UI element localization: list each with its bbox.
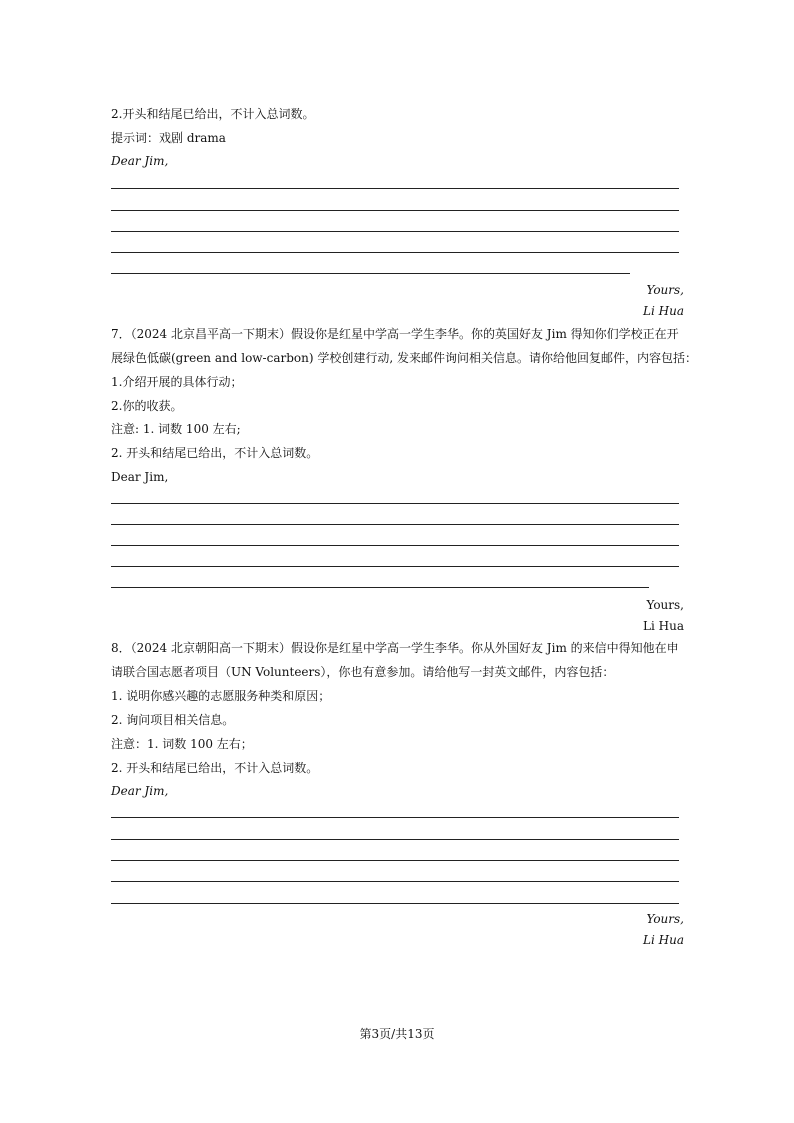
question-prompt: 8．（2024 北京朝阳高一下期末）假设你是红星中学高一学生李华。你从外国好友 Jim 的来信中得知他在申	[111, 641, 679, 655]
writing-line[interactable]	[111, 252, 679, 253]
content-item: 2.你的收获。	[111, 399, 183, 413]
writing-line[interactable]	[111, 839, 679, 840]
writing-line[interactable]	[111, 188, 679, 189]
letter-closing: Yours,	[646, 598, 684, 612]
letter-signature: Li Hua	[643, 304, 684, 318]
writing-line[interactable]	[111, 524, 679, 525]
writing-line[interactable]	[111, 587, 649, 588]
content-item: 1. 说明你感兴趣的志愿服务种类和原因；	[111, 689, 331, 703]
question-prompt: 展绿色低碳(green and low-carbon) 学校创建行动, 发来邮件询问相关信息。请你给他回复邮件，内容包括：	[111, 351, 697, 365]
note-item: 2. 开头和结尾已给出，不计入总词数。	[111, 761, 319, 775]
letter-greeting: Dear Jim,	[111, 784, 169, 798]
note-item: 2.开头和结尾已给出，不计入总词数。	[111, 107, 315, 121]
writing-line[interactable]	[111, 817, 679, 818]
writing-line[interactable]	[111, 503, 679, 504]
writing-line[interactable]	[111, 566, 679, 567]
note-item: 注意: 1. 词数 100 左右;	[111, 422, 241, 436]
writing-line[interactable]	[111, 273, 630, 274]
writing-line[interactable]	[111, 903, 679, 904]
writing-line[interactable]	[111, 545, 679, 546]
content-item: 1.介绍开展的具体行动；	[111, 375, 243, 389]
hint-text: 提示词：戏剧 drama	[111, 131, 226, 145]
letter-greeting: Dear Jim,	[111, 470, 169, 484]
letter-greeting: Dear Jim,	[111, 154, 169, 168]
writing-line[interactable]	[111, 231, 679, 232]
letter-signature: Li Hua	[643, 619, 684, 633]
writing-line[interactable]	[111, 860, 679, 861]
note-item: 2. 开头和结尾已给出，不计入总词数。	[111, 446, 319, 460]
writing-line[interactable]	[111, 881, 679, 882]
content-item: 2. 询问项目相关信息。	[111, 713, 235, 727]
page-number: 第3页/共13页	[359, 1027, 435, 1041]
question-prompt: 7．（2024 北京昌平高一下期末）假设你是红星中学高一学生李华。你的英国好友 Jim 得知你们学校正在开	[111, 327, 679, 341]
note-item: 注意：1. 词数 100 左右；	[111, 737, 253, 751]
writing-line[interactable]	[111, 210, 679, 211]
letter-closing: Yours,	[646, 283, 684, 297]
letter-closing: Yours,	[646, 912, 684, 926]
question-prompt: 请联合国志愿者项目（UN Volunteers），你也有意参加。请给他写一封英文邮件，内容包括：	[111, 665, 615, 679]
letter-signature: Li Hua	[643, 933, 684, 947]
